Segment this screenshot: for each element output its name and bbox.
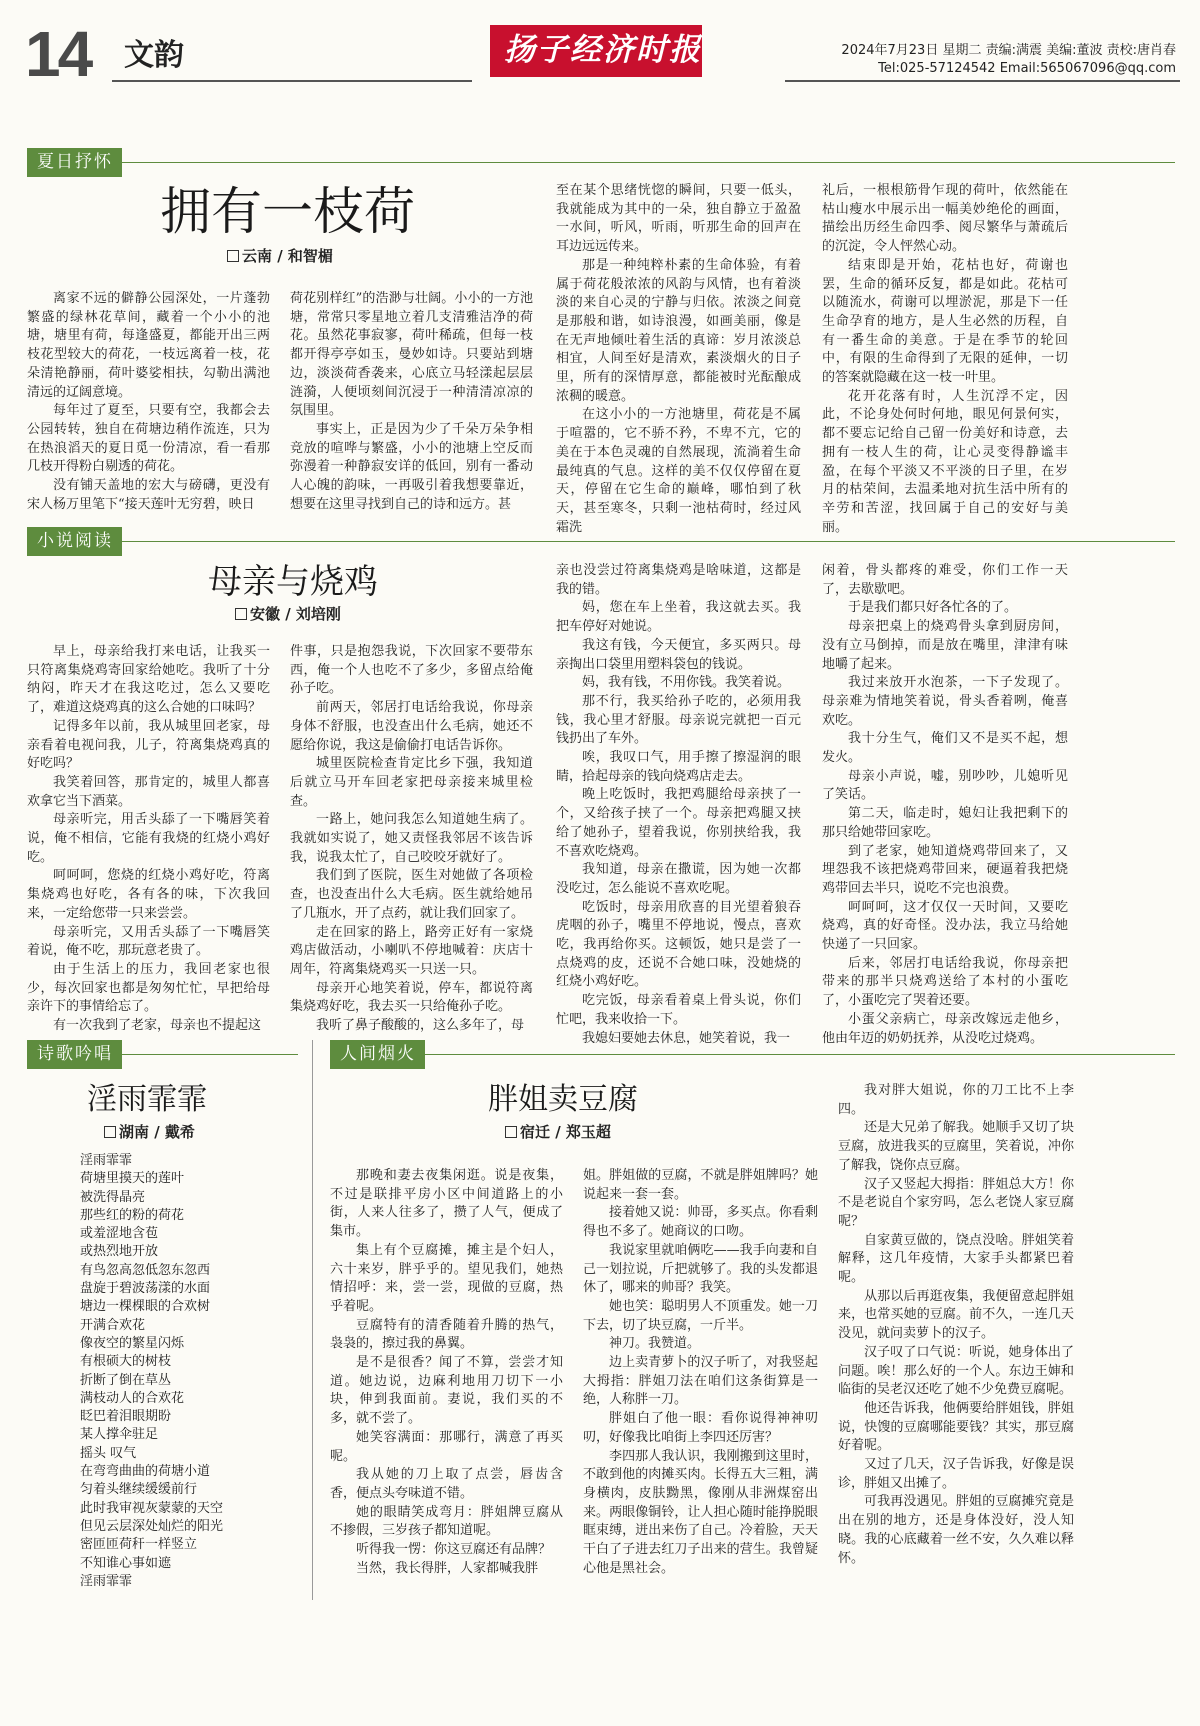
poem-line: 摇头 叹气	[80, 1445, 137, 1461]
byline-box-icon	[505, 1126, 517, 1138]
column-tag-rule	[122, 1054, 298, 1055]
paragraph: 母亲听完，用舌头舔了一下嘴唇笑着说，俺不相信，它能有我烧的红烧小鸡好吃。	[27, 812, 270, 865]
article-column	[290, 290, 533, 512]
paragraph: 姐。胖姐做的豆腐，不就是胖姐牌吗？她说起来一套一套。	[583, 1168, 818, 1202]
byline-text: 云南 / 和智楣	[242, 247, 333, 265]
paragraph: 结束即是开始，花枯也好，荷谢也罢，生命的循环反复，都是如此。花枯可以随流水，荷谢可以埋淤泥，那是下一任生命孕育的地方，是人生必然的历程，自有一番生命的美意。于是在季节的轮回中，有限的生命得到了无限的延伸，一切的答案就隐藏在这一枝一叶里。	[822, 257, 1068, 386]
poem-line: 那些红的粉的荷花	[80, 1207, 185, 1223]
paragraph: 母亲听完，又用舌头舔了一下嘴唇笑着说，俺不吃，那玩意老贵了。	[27, 924, 270, 959]
paragraph: 我媳妇要她去休息，她笑着说，我一	[582, 1030, 791, 1046]
paragraph: 我从她的刀上取了点尝，唇齿含香，便点头夸味道不错。	[330, 1467, 563, 1501]
newspaper-name: 扬子经济时报	[504, 32, 702, 68]
article-byline	[227, 247, 333, 265]
paragraph: 是不是很香？闻了不算，尝尝才知道。她边说，边麻利地用刀切下一小块，伸到我面前。妻说，我们买的不多，就不尝了。	[330, 1355, 563, 1427]
poem-line: 被洗得晶亮	[80, 1189, 146, 1205]
byline-text: 宿迁 / 郑玉超	[520, 1123, 611, 1141]
poem-line: 但见云层深处灿烂的阳光	[80, 1518, 224, 1534]
column-tag-novel: 小说阅读	[27, 527, 122, 556]
paragraph: 我过来放开水泡茶，一下子发现了。母亲难为情地笑着说，骨头香着咧，俺喜欢吃。	[822, 675, 1068, 728]
masthead-rule-right	[785, 80, 1180, 82]
article-column	[290, 643, 533, 1034]
paragraph: 城里医院检查肯定比乡下强，我知道后就立马开车回老家把母亲接来城里检查。	[290, 756, 533, 809]
paragraph: 妈，您在车上坐着，我这就去买。我把车停好对她说。	[556, 600, 801, 635]
paragraph: 那晚和妻去夜集闲逛。说是夜集，不过是联排平房小区中间道路上的小街，人来人往多了，攒了人气，便成了集市。	[330, 1168, 563, 1240]
poem-line: 有根硕大的树枝	[80, 1354, 172, 1370]
poem-line: 满枝动人的合欢花	[80, 1390, 185, 1406]
masthead-info	[841, 42, 1176, 78]
poem-line: 某人撑伞驻足	[80, 1427, 159, 1443]
paragraph: 集上有个豆腐摊，摊主是个妇人，六十来岁，胖乎乎的。望见我们，她热情招呼：来，尝一尝，现做的豆腐，热乎着呢。	[330, 1242, 563, 1314]
paragraph: 早上，母亲给我打来电话，让我买一只符离集烧鸡寄回家给她吃。我听了十分纳闷，昨天才在我这吃过，怎么又要吃了，难道这烧鸡真的这么合她的口味吗？	[27, 644, 270, 716]
poem-line: 不知谁心事如遮	[80, 1555, 172, 1571]
paragraph: 一路上，她问我怎么知道她生病了。我就如实说了，她又责怪我邻居不该告诉我，说我太忙了，自己咬咬牙就好了。	[290, 812, 533, 865]
paragraph: 花开花落有时，人生沉浮不定，因此，不论身处何时何地，眼见何景何实，都不要忘记给自己留一份美好和诗意，去拥有一枝人生的荷，让心灵变得静谧丰盈，在每个平淡又不平淡的日子里，在岁月的枯荣间，去温柔地对抗生活中所有的辛劳和苦涩，找回属于自己的安好与美丽。	[822, 388, 1068, 535]
paragraph: 听得我一愣：你这豆腐还有品牌？	[356, 1542, 552, 1558]
paragraph: 唉，我叹口气，用手擦了擦湿润的眼睛，拾起母亲的钱向烧鸡店走去。	[556, 750, 801, 784]
paragraph: 汉子叹了口气说：听说，她身体出了问题。唉！那么好的一个人。东边王婶和临街的吴老汉还吃了她不少免费豆腐呢。	[838, 1344, 1074, 1398]
paragraph: 李四那人我认识，我刚搬到这里时，不敢到他的肉摊买肉。长得五大三粗，满身横肉，皮肤黝黑，像刚从非洲煤窑出来。两眼像铜铃，让人担心随时能挣脱眼眶束缚，迸出来伤了自己。冷着脸，天天干白了子进去红刀子出来的营生。我曾疑心他是黑社会。	[583, 1448, 818, 1576]
poem-line: 开满合欢花	[80, 1317, 146, 1333]
paragraph: 母亲把桌上的烧鸡骨头拿到厨房间，没有立马倒掉，而是放在嘴里，津津有味地嚼了起来。	[822, 619, 1068, 672]
article-title: 母亲与烧鸡	[208, 562, 378, 602]
paragraph: 还是大兄弟了解我。她顺手又切了块豆腐，放进我买的豆腐里，笑着说，冲你了解我，饶你点豆腐。	[838, 1120, 1074, 1173]
paragraph: 闲着，骨头都疼的难受，你们工作一天了，去歇歇吧。	[822, 563, 1068, 597]
paragraph: 那是一种纯粹朴素的生命体验，有着属于荷花般浓浓的风韵与风情，也有着淡淡的来自心灵的宁静与归依。浓淡之间竟是那般和谐，如诗浪漫，如画美丽，像是在无声地倾吐着生活的真谛：岁月浓淡总相宜，人间至好是清欢，素淡烟火的日子里，所有的深情厚意，都能被时光酝酿成浓稠的暖意。	[556, 257, 801, 404]
paragraph: 她也笑：聪明男人不顶重发。她一刀下去，切了块豆腐，一斤半。	[583, 1298, 818, 1333]
column-tag-rule	[425, 1054, 1175, 1055]
paragraph: 礼后，一根根筋骨乍现的荷叶，依然能在枯山瘦水中展示出一幅美妙绝伦的画面，描绘出历经生命四季、阅尽繁华与萧疏后的沉淀，令人怦然心动。	[822, 183, 1068, 255]
poem-line: 眨巴着泪眼期盼	[80, 1409, 172, 1425]
poem-line: 淫雨霏霏	[80, 1153, 133, 1168]
column-tag-summer: 夏日抒怀	[27, 148, 122, 177]
paragraph: 离家不远的僻静公园深处，一片蓬勃繁盛的绿林花草间，藏着一个小小的池塘，塘里有荷，每逢盛夏，都能开出三两枝花型较大的荷花，一枝远离着一枝，花朵清艳静丽，荷叶婆娑相扶，勾勒出满池清远的辽阔意境。	[27, 291, 270, 400]
paragraph: 神刀。我赞道。	[609, 1336, 701, 1352]
paragraph: 荷花别样红”的浩渺与壮阔。小小的一方池塘，常常只零星地立着几支清雅洁净的荷花。虽然花事寂寥，荷叶稀疏，但每一枝都开得亭亭如玉，曼妙如诗。只要站到塘边，淡淡荷香袭来，心底立马轻漾起层层涟漪，人便顷刻间沉浸于一种清清凉凉的氛围里。	[290, 291, 533, 419]
date-line: 2024年7月23日 星期二 责编:满震 美编:董波 责校:唐肖春	[841, 43, 1176, 58]
paragraph: 他还告诉我，他俩要给胖姐钱，胖姐说，快馊的豆腐哪能要钱？其实，那豆腐好着呢。	[838, 1400, 1074, 1454]
poem-byline	[104, 1123, 195, 1141]
paragraph: 到了老家，她知道烧鸡带回来了，又埋怨我不该把烧鸡带回来，硬逼着我把烧鸡带回去半只，说吃不完也浪费。	[822, 843, 1068, 896]
paragraph: 在这小小的一方池塘里，荷花是不属于喧嚣的，它不骄不矜，不卑不亢，它的美在于本色灵魂的自然展现，流淌着生命最纯真的气息。这样的美不仅仅停留在夏天，停留在它生命的巅峰，哪怕到了秋天，甚至寒冬，只剩一池枯荷时，经过风霜洗	[556, 407, 801, 535]
poem-line: 在弯弯曲曲的荷塘小道	[80, 1464, 211, 1480]
paragraph: 我笑着回答，那肯定的，城里人都喜欢拿它当下酒菜。	[27, 774, 270, 809]
poem-line: 盘旋于碧波荡漾的水面	[80, 1281, 211, 1297]
byline-box-icon	[104, 1126, 116, 1138]
byline-text: 安徽 / 刘培刚	[250, 605, 341, 623]
poem-line: 荷塘里摸天的莲叶	[80, 1171, 185, 1187]
article-column	[838, 1082, 1074, 1600]
poem-line: 折断了倒在草丛	[80, 1372, 172, 1388]
paragraph: 胖姐白了他一眼：看你说得神神叨叨，好像我比咱街上李四还厉害？	[583, 1411, 818, 1445]
paragraph: 她笑容满面：那哪行，满意了再买呢。	[330, 1429, 563, 1464]
poem-line: 密匝匝荷秆一样竖立	[80, 1537, 198, 1553]
paragraph: 那不行，我买给孙子吃的，必须用我钱，我心里才舒服。母亲说完就把一百元钱扔出了车外。	[556, 693, 801, 747]
column-divider	[312, 1040, 313, 1600]
article-column	[583, 1167, 818, 1600]
article-column	[556, 182, 801, 535]
paragraph: 我听了鼻子酸酸的，这么多年了，母	[316, 1018, 525, 1034]
paragraph: 母亲开心地笑着说，停车，都说符离集烧鸡好吃，我去买一只给俺孙子吃。	[290, 980, 533, 1015]
paragraph: 第二天，临走时，媳妇让我把剩下的那只给她带回家吃。	[822, 806, 1068, 840]
paragraph: 小蛋父亲病亡，母亲改嫁远走他乡，他由年迈的奶奶抚养，从没吃过烧鸡。	[822, 1011, 1068, 1046]
poem-line: 淫雨霏霏	[80, 1573, 133, 1589]
paragraph: 亲也没尝过符离集烧鸡是啥味道，这都是我的错。	[556, 563, 801, 597]
poem-line: 匀着头继续缓缓前行	[80, 1482, 198, 1498]
poem-line: 有鸟忽高忽低忽东忽西	[80, 1262, 211, 1278]
paragraph: 事实上，正是因为少了千朵万朵争相竞放的喧哗与繁盛，小小的池塘上空反而弥漫着一种静寂安详的低回，别有一番动人心魄的韵味，一再吸引着我想要靠近，想要在这里寻找到自己的诗和远方。甚	[290, 421, 533, 512]
paragraph: 呵呵呵，这才仅仅一天时间，又要吃烧鸡，真的好奇怪。没办法，我立马给她快递了一只回家。	[822, 899, 1068, 953]
paragraph: 呵呵呵，您烧的红烧小鸡好吃，符离集烧鸡也好吃，各有各的味，下次我回来，一定给您带一只来尝尝。	[27, 868, 270, 921]
masthead	[0, 0, 1200, 96]
column-tag-life: 人间烟火	[330, 1040, 425, 1069]
paragraph: 前两天，邻居打电话给我说，你母亲身体不舒服，也没查出什么毛病，她还不愿给你说，我这是偷偷打电话告诉你。	[290, 700, 533, 753]
poem-line: 此时我审视灰蒙蒙的天空	[80, 1500, 224, 1516]
paragraph: 我对胖大姐说，你的刀工比不上李四。	[838, 1083, 1074, 1117]
paragraph: 由于生活上的压力，我回老家也很少，每次回家也都是匆匆忙忙，早把给母亲许下的事情给忘了。	[27, 961, 270, 1015]
paragraph: 件事，只是抱怨我说，下次回家不要带东西，俺一个人也吃不了多少，多留点给俺孙子吃。	[290, 644, 533, 697]
poem-line: 塘边一棵棵眼的合欢树	[80, 1299, 211, 1315]
article-column	[330, 1167, 563, 1600]
column-tag-poetry: 诗歌吟唱	[27, 1040, 122, 1069]
byline-box-icon	[235, 608, 247, 620]
section-name: 文韵	[124, 38, 184, 73]
paragraph: 没有铺天盖地的宏大与磅礴，更没有宋人杨万里笔下“接天莲叶无穷碧，映日	[27, 478, 270, 512]
paragraph: 母亲小声说，嘘，别吵吵，儿媳听见了笑话。	[822, 768, 1068, 803]
article-title: 拥有一枝荷	[160, 183, 416, 242]
paragraph: 吃饭时，母亲用欣喜的目光望着狼吞虎咽的孙子，嘴里不停地说，慢点，喜欢吃，我再给你买。这顿饭，她只是尝了一点烧鸡的皮，还说不合她口味，没她烧的红烧小鸡好吃。	[556, 899, 801, 990]
article-title: 胖姐卖豆腐	[488, 1082, 638, 1117]
paragraph: 从那以后再逛夜集，我便留意起胖姐来，也常买她的豆腐。前不久，一连几天没见，就问卖萝卜的汉子。	[838, 1288, 1074, 1342]
article-column	[27, 290, 270, 512]
poem-body	[80, 1152, 280, 1600]
poem-title: 淫雨霏霏	[87, 1082, 207, 1117]
paragraph: 豆腐特有的清香随着升腾的热气，袅袅的，擦过我的鼻翼。	[330, 1317, 563, 1352]
paragraph: 有一次我到了老家，母亲也不提起这	[53, 1018, 262, 1034]
paragraph: 走在回家的路上，路旁正好有一家烧鸡店做活动，小喇叭不停地喊着：庆店十周年，符离集烧鸡买一只送一只。	[290, 924, 533, 977]
article-column	[27, 643, 270, 1034]
byline-text: 湖南 / 戴希	[119, 1123, 195, 1141]
article-byline	[505, 1123, 611, 1141]
paragraph: 妈，我有钱，不用你钱。我笑着说。	[582, 675, 791, 691]
page-number: 14	[25, 18, 91, 90]
paragraph: 我说家里就咱俩吃——我手向妻和自己一划拉说，斤把就够了。我的头发都退休了，哪来的帅哥？我笑。	[583, 1242, 818, 1296]
poem-line: 或热烈地开放	[80, 1244, 159, 1260]
paragraph: 我十分生气，俺们又不是买不起，想发火。	[822, 731, 1068, 766]
paragraph: 当然，我长得胖，人家都喊我胖	[356, 1560, 539, 1576]
newspaper-logo	[490, 25, 702, 77]
paragraph: 后来，邻居打电话给我说，你母亲把带来的那半只烧鸡送给了本村的小蛋吃了，小蛋吃完了哭着还要。	[822, 955, 1068, 1009]
paragraph: 我这有钱，今天便宜，多买两只。母亲掏出口袋里用塑料袋包的钱说。	[556, 637, 801, 672]
byline-box-icon	[227, 250, 239, 262]
article-column	[556, 562, 801, 1046]
paragraph: 又过了几天，汉子告诉我，好像是误诊，胖姐又出摊了。	[838, 1457, 1074, 1491]
paragraph: 她的眼睛笑成弯月：胖姐牌豆腐从不掺假，三岁孩子都知道呢。	[330, 1504, 563, 1539]
paragraph: 汉子又竖起大拇指：胖姐总大方！你不是老说自个家穷吗，怎么老饶人家豆腐呢？	[838, 1176, 1074, 1229]
poem-line: 或羞涩地含苞	[80, 1226, 159, 1242]
paragraph: 接着她又说：帅哥，多买点。你看剩得也不多了。她商议的口吻。	[583, 1205, 818, 1240]
paragraph: 晚上吃饭时，我把鸡腿给母亲挟了一个，又给孩子挟了一个。母亲把鸡腿又挟给了她孙子，望着我说，你别挟给我，我不喜欢吃烧鸡。	[556, 787, 801, 859]
paragraph: 于是我们都只好各忙各的了。	[848, 600, 1018, 616]
paragraph: 边上卖青萝卜的汉子听了，对我竖起大拇指：胖姐刀法在咱们这条街算是一绝，人称胖一刀。	[583, 1355, 818, 1408]
paragraph: 我知道，母亲在撒谎，因为她一次都没吃过，怎么能说不喜欢吃呢。	[556, 862, 801, 896]
poem-line: 像夜空的繁星闪烁	[80, 1335, 185, 1351]
article-column	[822, 182, 1068, 535]
article-byline	[235, 605, 341, 623]
paragraph: 每年过了夏至，只要有空，我都会去公园转转，独自在荷塘边稍作流连，只为在热浪滔天的夏日觅一份清凉，看一看那几枝开得粉白剔透的荷花。	[27, 403, 270, 475]
contact-line: Tel:025-57124542 Email:565067096@qq.com	[878, 61, 1176, 76]
column-tag-rule	[122, 541, 1175, 542]
column-tag-rule	[122, 162, 1175, 163]
paragraph: 可我再没遇见。胖姐的豆腐摊究竟是出在别的地方，还是身体没好，没人知晓。我的心底藏着一丝不安，久久难以释怀。	[838, 1494, 1074, 1566]
paragraph: 吃完饭，母亲看着桌上骨头说，你们忙吧，我来收拾一下。	[556, 993, 801, 1027]
article-column	[822, 562, 1068, 1046]
masthead-rule-left	[112, 80, 472, 82]
paragraph: 至在某个思绪恍惚的瞬间，只要一低头，我就能成为其中的一朵，独自静立于盈盈一水间，听风，听雨，听那生命的回声在耳边远远传来。	[556, 183, 801, 255]
paragraph: 记得多年以前，我从城里回老家，母亲看着电视问我，儿子，符离集烧鸡真的好吃吗？	[27, 718, 270, 772]
paragraph: 我们到了医院，医生对她做了各项检查，也没查出什么大毛病。医生就给她吊了几瓶水，开了点药，就让我们回家了。	[290, 868, 533, 921]
paragraph: 自家黄豆做的，饶点没啥。胖姐笑着解释，这几年疫情，大家手头都紧巴着呢。	[838, 1232, 1074, 1286]
